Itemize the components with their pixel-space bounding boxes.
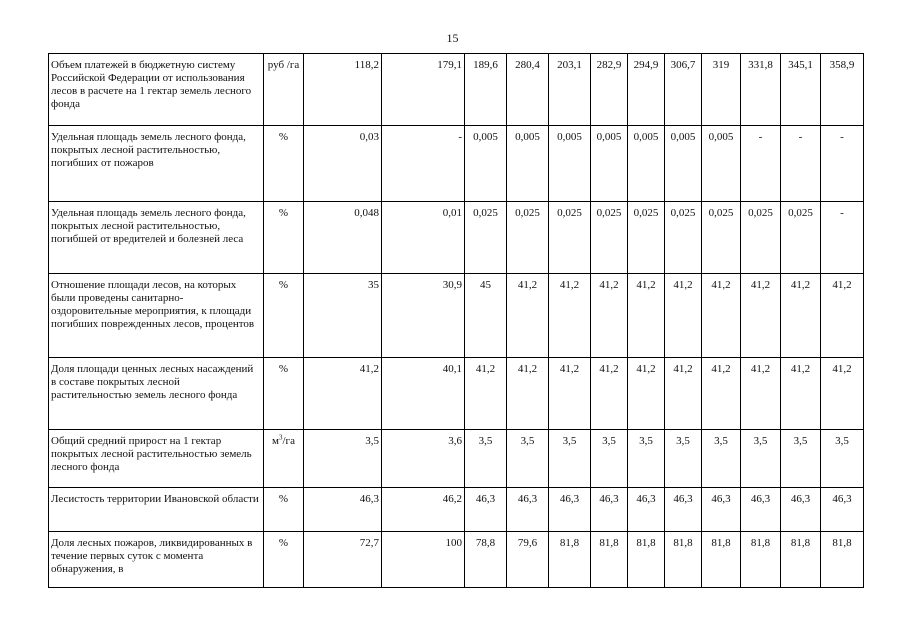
value-cell: 46,3 xyxy=(741,488,781,532)
value-cell: 81,8 xyxy=(628,532,665,588)
value-cell: 46,3 xyxy=(628,488,665,532)
value-cell: 0,005 xyxy=(507,126,549,202)
value-cell: 41,2 xyxy=(741,274,781,358)
value-cell: 41,2 xyxy=(628,274,665,358)
table-row xyxy=(49,202,864,274)
value-cell: 0,005 xyxy=(465,126,507,202)
value-cell: 0,01 xyxy=(382,202,465,274)
value-cell: 41,2 xyxy=(665,358,702,430)
unit-cell: % xyxy=(264,488,304,532)
value-cell: 41,2 xyxy=(781,274,821,358)
value-cell: 46,3 xyxy=(781,488,821,532)
unit-cell: % xyxy=(264,202,304,274)
value-cell: 3,5 xyxy=(465,430,507,488)
table-row xyxy=(49,430,864,488)
value-cell: 78,8 xyxy=(465,532,507,588)
value-cell: - xyxy=(781,126,821,202)
value-cell: 3,5 xyxy=(702,430,741,488)
value-cell: 3,5 xyxy=(304,430,382,488)
value-cell: 0,025 xyxy=(665,202,702,274)
value-cell: 100 xyxy=(382,532,465,588)
unit-cell: % xyxy=(264,126,304,202)
value-cell: 41,2 xyxy=(507,358,549,430)
value-cell: 0,005 xyxy=(628,126,665,202)
value-cell: 3,5 xyxy=(591,430,628,488)
value-cell: 306,7 xyxy=(665,54,702,126)
value-cell: 41,2 xyxy=(507,274,549,358)
value-cell: 358,9 xyxy=(821,54,864,126)
value-cell: 81,8 xyxy=(702,532,741,588)
value-cell: 41,2 xyxy=(591,274,628,358)
value-cell: 331,8 xyxy=(741,54,781,126)
value-cell: 0,03 xyxy=(304,126,382,202)
value-cell: 72,7 xyxy=(304,532,382,588)
value-cell: 0,005 xyxy=(702,126,741,202)
value-cell: 0,025 xyxy=(549,202,591,274)
value-cell: 46,3 xyxy=(507,488,549,532)
value-cell: 79,6 xyxy=(507,532,549,588)
page-number: 15 xyxy=(446,31,459,45)
value-cell: 81,8 xyxy=(821,532,864,588)
value-cell: - xyxy=(821,202,864,274)
value-cell: 41,2 xyxy=(549,358,591,430)
unit-cell: % xyxy=(264,358,304,430)
value-cell: 35 xyxy=(304,274,382,358)
value-cell: 41,2 xyxy=(781,358,821,430)
value-cell: 46,3 xyxy=(702,488,741,532)
unit-cell: % xyxy=(264,274,304,358)
value-cell: 0,025 xyxy=(628,202,665,274)
value-cell: - xyxy=(382,126,465,202)
unit-superscript: 3 xyxy=(279,433,283,442)
value-cell: 81,8 xyxy=(781,532,821,588)
value-cell: 0,025 xyxy=(591,202,628,274)
value-cell: 0,025 xyxy=(507,202,549,274)
value-cell: 46,3 xyxy=(591,488,628,532)
value-cell: 30,9 xyxy=(382,274,465,358)
value-cell: 81,8 xyxy=(741,532,781,588)
value-cell: 40,1 xyxy=(382,358,465,430)
value-cell: 45 xyxy=(465,274,507,358)
value-cell: 203,1 xyxy=(549,54,591,126)
table-row xyxy=(49,54,864,126)
value-cell: 319 xyxy=(702,54,741,126)
indicator-name: Лесистость территории Ивановской области xyxy=(49,488,264,532)
indicator-name: Отношение площади лесов, на которых были проведены санитарно-оздоровительные мероприятия, к площади погибших поврежденных лесов, процентов xyxy=(49,274,264,358)
unit-tail: /га xyxy=(282,435,295,447)
value-cell: 81,8 xyxy=(665,532,702,588)
value-cell: 294,9 xyxy=(628,54,665,126)
value-cell: 41,2 xyxy=(702,358,741,430)
value-cell: 0,048 xyxy=(304,202,382,274)
unit-cell: руб /га xyxy=(264,54,304,126)
value-cell: 3,6 xyxy=(382,430,465,488)
table-row xyxy=(49,532,864,588)
value-cell: 46,3 xyxy=(549,488,591,532)
value-cell: 3,5 xyxy=(549,430,591,488)
value-cell: 81,8 xyxy=(591,532,628,588)
value-cell: 0,025 xyxy=(465,202,507,274)
value-cell: 0,005 xyxy=(549,126,591,202)
value-cell: 280,4 xyxy=(507,54,549,126)
value-cell: 179,1 xyxy=(382,54,465,126)
table-row xyxy=(49,274,864,358)
value-cell: 81,8 xyxy=(549,532,591,588)
value-cell: 46,2 xyxy=(382,488,465,532)
value-cell: 41,2 xyxy=(465,358,507,430)
value-cell: 282,9 xyxy=(591,54,628,126)
value-cell: 41,2 xyxy=(628,358,665,430)
value-cell: 345,1 xyxy=(781,54,821,126)
value-cell: 3,5 xyxy=(781,430,821,488)
value-cell: 41,2 xyxy=(665,274,702,358)
indicator-name: Общий средний прирост на 1 гектар покрытых лесной растительностью земель лесного фонда xyxy=(49,430,264,488)
value-cell: 3,5 xyxy=(507,430,549,488)
indicator-name: Удельная площадь земель лесного фонда, покрытых лесной растительностью, погибшей от вредителей и болезней леса xyxy=(49,202,264,274)
value-cell: 0,025 xyxy=(781,202,821,274)
value-cell: 41,2 xyxy=(821,274,864,358)
value-cell: 0,025 xyxy=(741,202,781,274)
value-cell: 3,5 xyxy=(821,430,864,488)
table-row xyxy=(49,488,864,532)
value-cell: 118,2 xyxy=(304,54,382,126)
value-cell: 41,2 xyxy=(821,358,864,430)
value-cell: 41,2 xyxy=(591,358,628,430)
indicator-name: Удельная площадь земель лесного фонда, покрытых лесной растительностью, погибших от пожаров xyxy=(49,126,264,202)
unit-base: м xyxy=(272,435,279,447)
value-cell: 189,6 xyxy=(465,54,507,126)
indicator-name: Доля лесных пожаров, ликвидированных в течение первых суток с момента обнаружения, в xyxy=(49,532,264,588)
value-cell: 0,005 xyxy=(591,126,628,202)
value-cell: 3,5 xyxy=(665,430,702,488)
unit-cell xyxy=(264,430,304,488)
value-cell: 0,005 xyxy=(665,126,702,202)
unit-cell: % xyxy=(264,532,304,588)
value-cell: 3,5 xyxy=(741,430,781,488)
value-cell: 46,3 xyxy=(304,488,382,532)
value-cell: 0,025 xyxy=(702,202,741,274)
value-cell: 41,2 xyxy=(304,358,382,430)
value-cell: 46,3 xyxy=(665,488,702,532)
value-cell: 41,2 xyxy=(741,358,781,430)
indicators-table xyxy=(48,53,864,588)
value-cell: 46,3 xyxy=(821,488,864,532)
value-cell: - xyxy=(821,126,864,202)
indicator-name: Объем платежей в бюджетную систему Российской Федерации от использования лесов в расчете на 1 гектар земель лесного фонда xyxy=(49,54,264,126)
value-cell: 46,3 xyxy=(465,488,507,532)
value-cell: 41,2 xyxy=(702,274,741,358)
table-row xyxy=(49,126,864,202)
value-cell: - xyxy=(741,126,781,202)
table-row xyxy=(49,358,864,430)
value-cell: 3,5 xyxy=(628,430,665,488)
indicator-name: Доля площади ценных лесных насаждений в составе покрытых лесной растительностью земель лесного фонда xyxy=(49,358,264,430)
value-cell: 41,2 xyxy=(549,274,591,358)
